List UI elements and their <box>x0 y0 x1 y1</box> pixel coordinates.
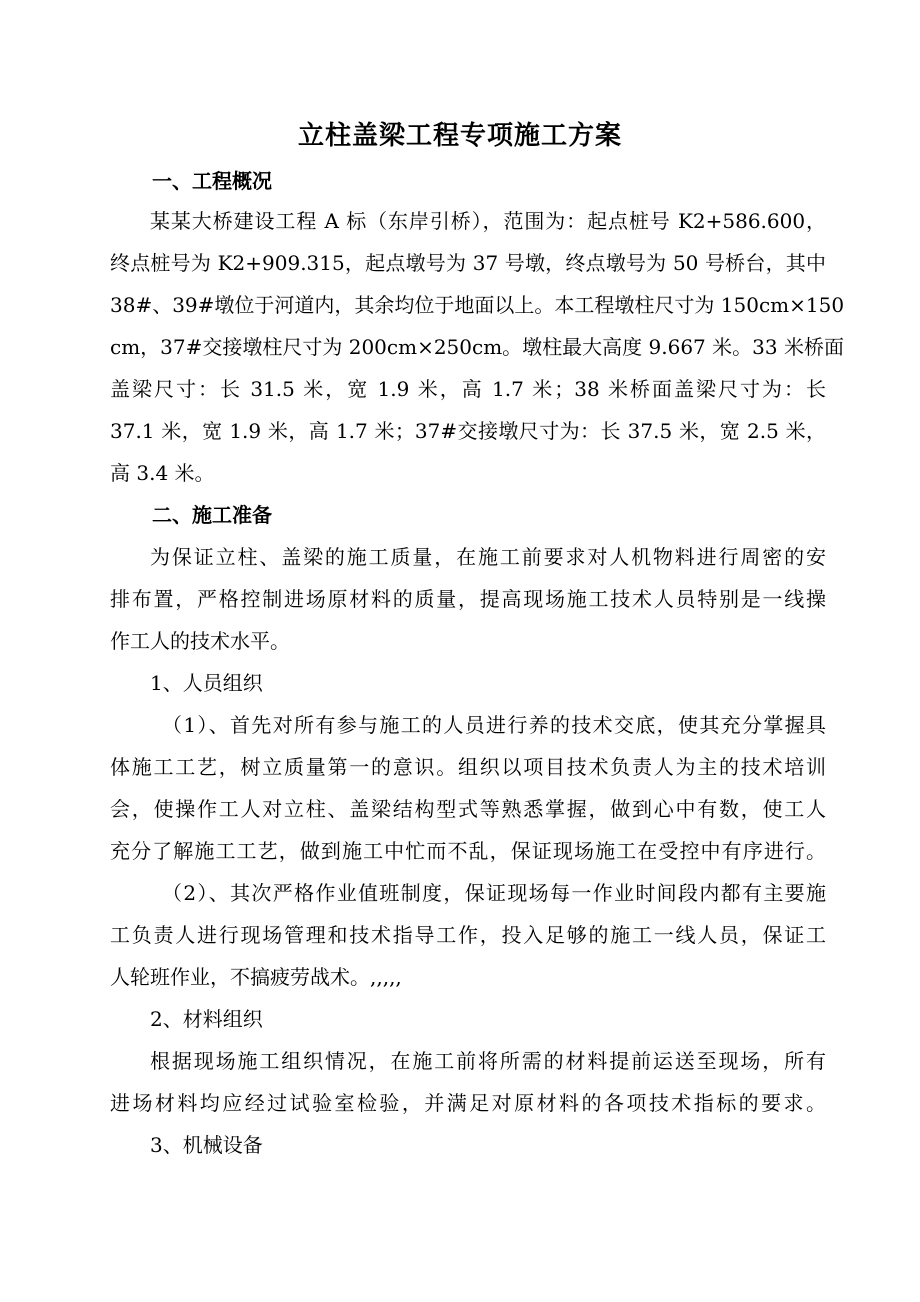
paragraph-line: 高 3.4 米。 <box>110 461 215 485</box>
paragraph-line: 根据现场施工组织情况，在施工前将所需的材料提前运送至现场，所有 <box>150 1049 826 1073</box>
paragraph-line: 进场材料均应经过试验室检验，并满足对原材料的各项技术指标的要求。 <box>110 1091 826 1115</box>
paragraph-line: 充分了解施工工艺，做到施工中忙而不乱，保证现场施工在受控中有序进行。 <box>110 839 826 863</box>
paragraph-line: 38#、39#墩位于河道内，其余均位于地面以上。本工程墩柱尺寸为 150cm×150 <box>110 293 845 317</box>
paragraph-line: 37.1 米，宽 1.9 米，高 1.7 米；37#交接墩尺寸为：长 37.5 米，宽 2.5 米， <box>110 419 826 443</box>
paragraph-line: （2）、其次严格作业值班制度，保证现场每一作业时间段内都有主要施 <box>162 881 826 905</box>
subsection-heading-machinery: 3、机械设备 <box>150 1133 263 1157</box>
paragraph-line: 为保证立柱、盖梁的施工质量，在施工前要求对人机物料进行周密的安 <box>150 545 826 569</box>
subsection-heading-materials: 2、材料组织 <box>150 1007 263 1031</box>
paragraph-line: （1）、首先对所有参与施工的人员进行养的技术交底，使其充分掌握具 <box>162 713 826 737</box>
paragraph-line: 体施工工艺，树立质量第一的意识。组织以项目技术负责人为主的技术培训 <box>110 755 826 779</box>
paragraph-line: 排布置，严格控制进场原材料的质量，提高现场施工技术人员特别是一线操 <box>110 587 826 611</box>
paragraph-line: cm，37#交接墩柱尺寸为 200cm×250cm。墩柱最大高度 9.667 米。33 米桥面 <box>110 335 844 359</box>
paragraph-line: 工负责人进行现场管理和技术指导工作，投入足够的施工一线人员，保证工 <box>110 923 826 947</box>
paragraph-line: 盖梁尺寸：长 31.5 米，宽 1.9 米，高 1.7 米；38 米桥面盖梁尺寸为：长 <box>110 377 826 401</box>
paragraph-line: 某某大桥建设工程 A 标（东岸引桥），范围为：起点桩号 K2+586.600， <box>150 209 826 233</box>
section-heading-overview: 一、工程概况 <box>152 169 272 193</box>
paragraph-line: 人轮班作业，不搞疲劳战术。,,,,, <box>110 965 402 989</box>
document-title: 立柱盖梁工程专项施工方案 <box>297 121 622 151</box>
section-heading-preparation: 二、施工准备 <box>152 503 272 527</box>
paragraph-line: 会，使操作工人对立柱、盖梁结构型式等熟悉掌握，做到心中有数，使工人 <box>110 797 826 821</box>
paragraph-line: 作工人的技术水平。 <box>110 629 290 653</box>
subsection-heading-personnel: 1、人员组织 <box>150 671 263 695</box>
paragraph-line: 终点桩号为 K2+909.315，起点墩号为 37 号墩，终点墩号为 50 号桥台，其中 <box>110 251 826 275</box>
